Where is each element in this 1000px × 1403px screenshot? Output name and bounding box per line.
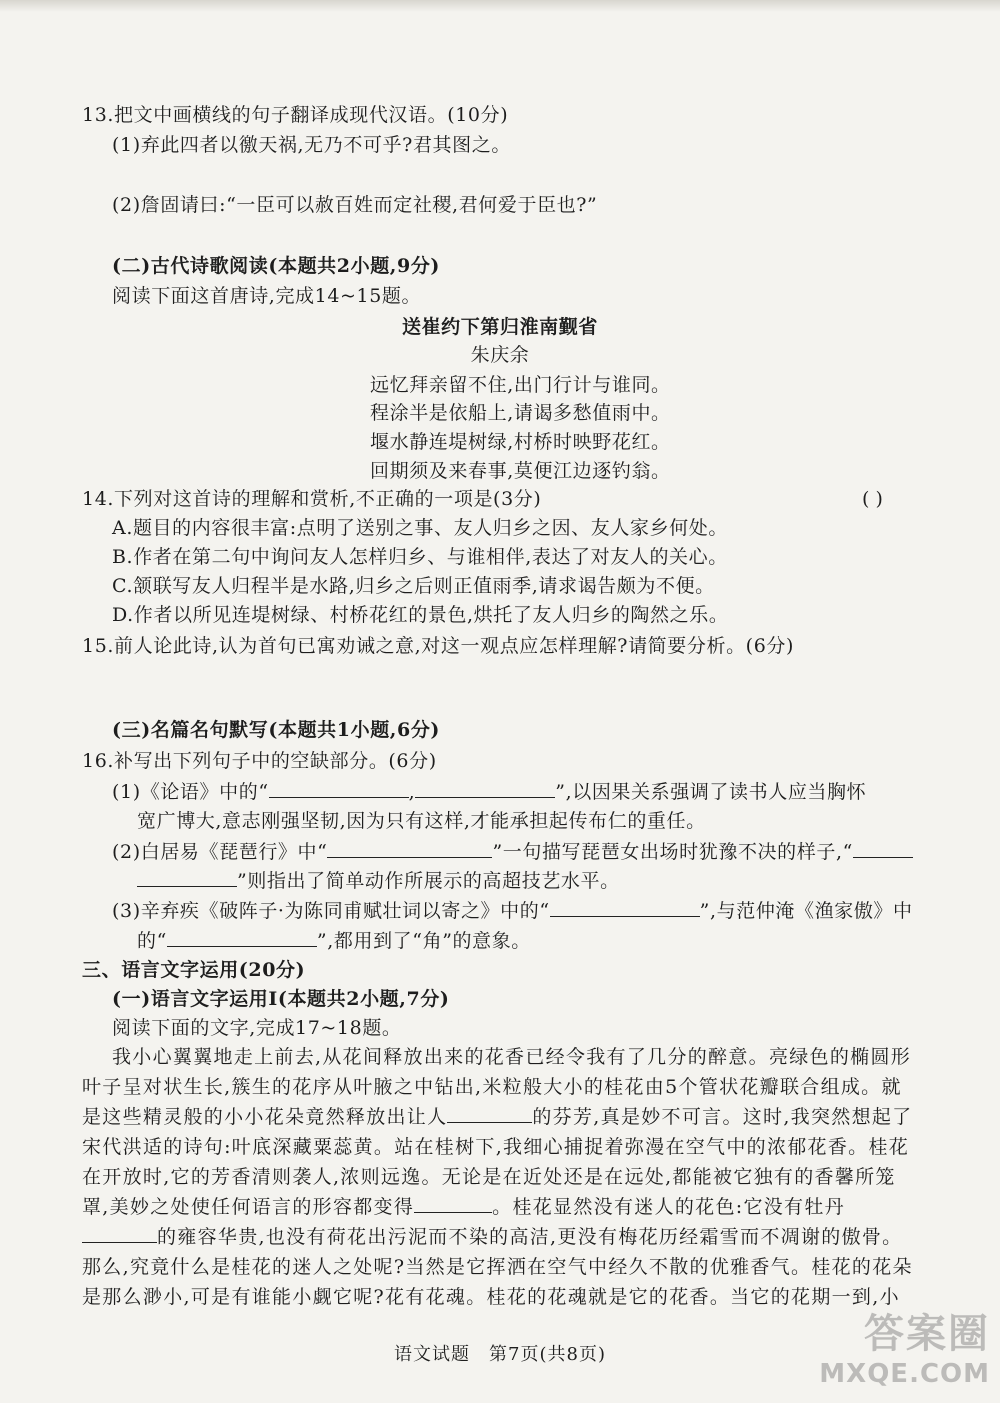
q16-item1-line1: (1)《论语》中的“ , ”,以因果关系强调了读书人应当胸怀 <box>112 781 867 803</box>
passage-line: 在开放时,它的芳香清则袭人,浓则远逸。无论是在近处还是在远处,都能被它独有的香馨所笼 <box>82 1166 896 1188</box>
passage-line: 我小心翼翼地走上前去,从花间释放出来的花香已经令我有了几分的醉意。亮绿色的椭圆形 <box>112 1046 912 1068</box>
q14-option-a: A.题目的内容很丰富:点明了送别之事、友人归乡之因、友人家乡何处。 <box>112 517 728 539</box>
part3-intro: 阅读下面的文字,完成17~18题。 <box>112 1017 402 1039</box>
poem-author: 朱庆余 <box>470 344 530 366</box>
q14-option-c: C.颔联写友人归程半是水路,归乡之后则正值雨季,请求谒告颇为不便。 <box>112 575 715 597</box>
watermark-url: MXQE.COM <box>819 1359 990 1389</box>
passage-blank-2[interactable] <box>414 1194 492 1213</box>
q16-blank-1[interactable] <box>269 779 409 798</box>
q14-option-b: B.作者在第二句中询问友人怎样归乡、与谁相伴,表达了对友人的关心。 <box>112 546 728 568</box>
q16-item3-line1: (3)辛弃疾《破阵子·为陈同甫赋壮词以寄之》中的“ ”,与范仲淹《渔家傲》中 <box>112 900 913 922</box>
passage-line: 罩,美妙之处使任何语言的形容都变得 。桂花显然没有迷人的花色:它没有牡丹 <box>82 1196 845 1218</box>
poem-title: 送崔约下第归淮南觐省 <box>401 316 598 338</box>
q16-item2-line2: ”则指出了简单动作所展示的高超技艺水平。 <box>137 867 620 895</box>
q14-stem: 14.下列对这首诗的理解和赏析,不正确的一项是(3分) <box>82 488 542 510</box>
q14-option-d: D.作者以所见连堤树绿、村桥花红的景色,烘托了友人归乡的陶然之乐。 <box>112 604 729 626</box>
passage-line: 的雍容华贵,也没有荷花出污泥而不染的高洁,更没有梅花历经霜雪而不凋谢的傲骨。 <box>82 1223 902 1251</box>
q16-item2-line1: (2)白居易《琵琶行》中“ ”一句描写琵琶女出场时犹豫不决的样子,“ <box>112 838 913 866</box>
section-poetry-heading: (二)古代诗歌阅读(本题共2小题,9分) <box>112 255 441 277</box>
q16-blank-2[interactable] <box>415 779 555 798</box>
q16-blank-5[interactable] <box>550 898 700 917</box>
page-footer: 语文试题 第7页(共8页) <box>394 1344 606 1365</box>
q16-item1-line2: 宽广博大,意志刚强坚韧,因为只有这样,才能承担起传布仁的重任。 <box>137 810 706 832</box>
passage-line: 那么,究竟什么是桂花的迷人之处呢?当然是它挥洒在空气中经久不散的优雅香气。桂花的花朵 <box>82 1256 913 1278</box>
poem-line: 堰水静连堤树绿,村桥时映野花红。 <box>370 431 671 453</box>
q13-part1: (1)弃此四者以徼天祸,无乃不可乎?君其图之。 <box>112 134 511 156</box>
passage-line: 是那么渺小,可是有谁能小觑它呢?花有花魂。桂花的花魂就是它的花香。当它的花期一到,小 <box>82 1286 900 1308</box>
poem-line: 远忆拜亲留不住,出门行计与谁同。 <box>370 374 671 396</box>
passage-line: 是这些精灵般的小小花朵竟然释放出让人 的芬芳,真是妙不可言。这时,我突然想起了 <box>82 1106 913 1128</box>
q14-answer-paren[interactable]: ( ) <box>862 488 883 510</box>
q13-part2: (2)詹固请曰:“一臣可以赦百姓而定社稷,君何爱于臣也?” <box>112 194 598 216</box>
q16-blank-4b[interactable] <box>137 868 237 887</box>
passage-blank-1[interactable] <box>447 1104 532 1123</box>
q16-blank-6[interactable] <box>167 928 317 947</box>
q13-title: 13.把文中画横线的句子翻译成现代汉语。(10分) <box>82 104 509 126</box>
watermark-logo: 答案圈 <box>864 1311 990 1357</box>
q16-item3-line2: 的“ ”,都用到了“角”的意象。 <box>137 930 531 952</box>
poem-line: 程涂半是依船上,请谒多愁值雨中。 <box>370 402 671 424</box>
section-recitation-heading: (三)名篇名句默写(本题共1小题,6分) <box>112 719 441 741</box>
q16-blank-3[interactable] <box>327 839 492 858</box>
scan-edge <box>0 0 1000 12</box>
part3-heading: 三、语言文字运用(20分) <box>82 959 306 981</box>
passage-line: 叶子呈对状生长,簇生的花序从叶腋之中钻出,米粒般大小的桂花由5个管状花瓣联合组成。就 <box>82 1076 902 1098</box>
passage-blank-3[interactable] <box>82 1224 157 1243</box>
poem-line: 回期须及来春事,莫便江边逐钓翁。 <box>370 460 671 482</box>
q15-stem: 15.前人论此诗,认为首句已寓劝诫之意,对这一观点应怎样理解?请简要分析。(6分) <box>82 635 794 657</box>
part3-subheading: (一)语言文字运用Ⅰ(本题共2小题,7分) <box>112 988 450 1010</box>
q16-blank-4[interactable] <box>853 839 913 858</box>
passage-line: 宋代洪适的诗句:叶底深藏粟蕊黄。站在桂树下,我细心捕捉着弥漫在空气中的浓郁花香。桂花 <box>82 1136 910 1158</box>
q16-stem: 16.补写出下列句子中的空缺部分。(6分) <box>82 750 437 772</box>
section-poetry-intro: 阅读下面这首唐诗,完成14~15题。 <box>112 285 422 307</box>
watermark <box>819 1302 990 1389</box>
